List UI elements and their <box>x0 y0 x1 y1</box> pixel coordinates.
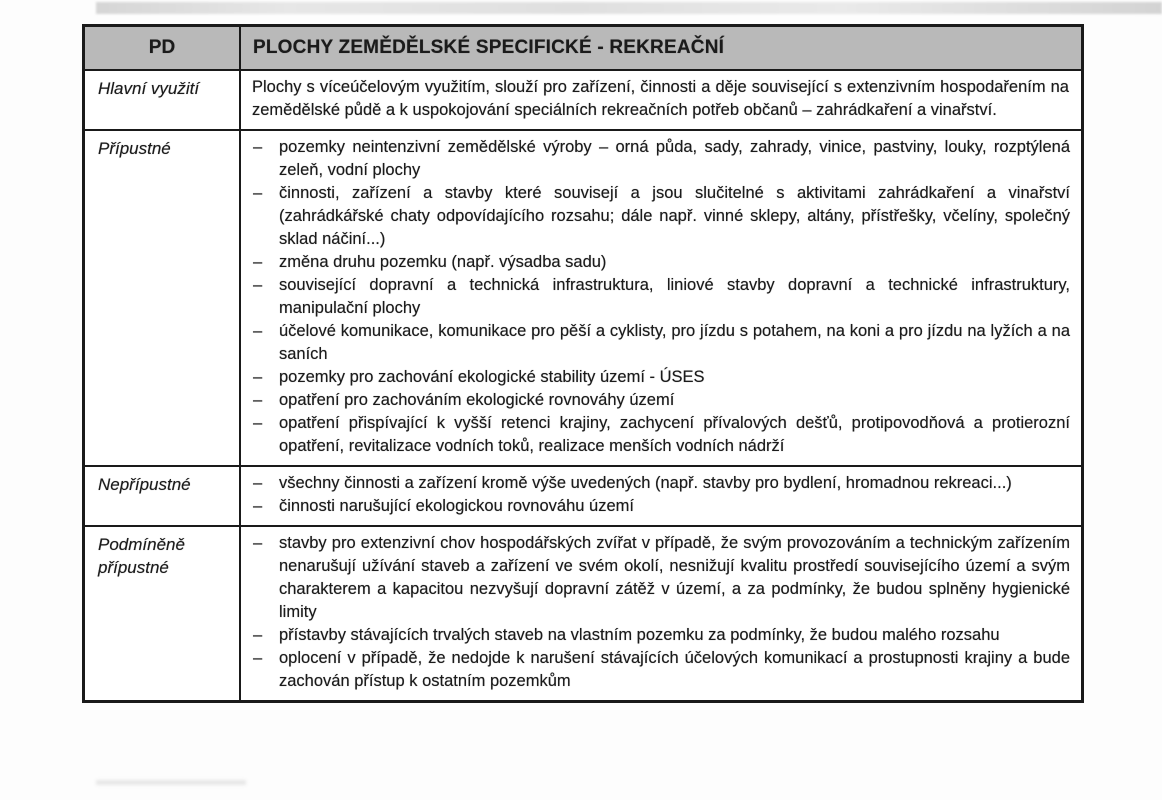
list-item-text: stavby pro extenzivní chov hospodářských zvířat v případě, že svým provozováním a technickým zařízením nenarušují užívání staveb a zařízení ve svém okolí, nesnižují kvalitu prostředí souvisejícího území a svým charakterem a kapacitou nezvyšují dopravní zátěž v území, a za podmínky, že budou splněny hygienické limity <box>279 534 1070 621</box>
dash-bullet: – <box>253 253 263 271</box>
plot-code: PD <box>85 27 241 69</box>
list-item-text: oplocení v případě, že nedojde k narušení stávajících účelových komunikací a prostupnosti krajiny a bude zachován přístup k ostatním pozemkům <box>279 649 1070 690</box>
dash-bullet: – <box>253 497 263 515</box>
list-item <box>241 389 1081 412</box>
list-item <box>241 472 1081 495</box>
list-item <box>241 136 1081 182</box>
list-item-text: činnosti narušující ekologickou rovnováhu území <box>279 497 634 515</box>
zoning-table <box>82 24 1084 703</box>
table-row-hlavni-vyuziti <box>85 69 1081 129</box>
list-item-text: opatření pro zachováním ekologické rovnováhy území <box>279 391 675 409</box>
row-label: Podmíněně přípustné <box>85 527 241 700</box>
table-row-nepripustne <box>85 465 1081 525</box>
list-item <box>241 624 1081 647</box>
table-header-row <box>85 27 1081 69</box>
list-item-text: související dopravní a technická infrastruktura, liniové stavby dopravní a technické infrastruktury, manipulační plochy <box>279 276 1070 317</box>
dash-bullet: – <box>253 138 263 156</box>
dash-bullet: – <box>253 474 263 492</box>
list-item-text: všechny činnosti a zařízení kromě výše uvedených (např. stavby pro bydlení, hromadnou rekreaci...) <box>279 474 1012 492</box>
row-label: Nepřípustné <box>85 467 241 525</box>
dash-bullet: – <box>253 276 263 294</box>
dash-bullet: – <box>253 368 263 386</box>
list-item <box>241 320 1081 366</box>
dash-bullet: – <box>253 322 263 340</box>
row-content <box>241 131 1081 465</box>
list-item-text: činnosti, zařízení a stavby které souvisejí a jsou slučitelné s aktivitami zahrádkaření a vinařství (zahrádkářské chaty odpovídajícího rozsahu; dále např. vinné sklepy, altány, přístřešky, včelíny, společný sklad náčiní...) <box>279 184 1070 248</box>
paragraph-text: Plochy s víceúčelovým využitím, slouží pro zařízení, činnosti a děje související s extenzivním hospodařením na zemědělské půdě a k uspokojování speciálních rekreačních potřeb občanů – zahrádkaření a vinařství. <box>252 78 1069 119</box>
table-title: PLOCHY ZEMĚDĚLSKÉ SPECIFICKÉ - REKREAČNÍ <box>253 37 725 58</box>
list-item <box>241 495 1081 518</box>
list-item <box>241 412 1081 458</box>
list-item-text: účelové komunikace, komunikace pro pěší a cyklisty, pro jízdu s potahem, na koni a pro jízdu na lyžích a na saních <box>279 322 1070 363</box>
list-item <box>241 274 1081 320</box>
dash-bullet: – <box>253 414 263 432</box>
row-content <box>241 71 1081 129</box>
list-item-text: opatření přispívající k vyšší retenci krajiny, zachycení přívalových dešťů, protipovodňová a protierozní opatření, revitalizace vodních toků, realizace menších vodních nádrží <box>279 414 1070 455</box>
row-label: Hlavní využití <box>85 71 241 129</box>
row-label: Přípustné <box>85 131 241 465</box>
list-item <box>241 532 1081 624</box>
list-item <box>241 251 1081 274</box>
list-item-text: pozemky pro zachování ekologické stability území - ÚSES <box>279 368 705 386</box>
dash-bullet: – <box>253 184 263 202</box>
dash-bullet: – <box>253 391 263 409</box>
scan-artifact-bottom <box>96 780 246 785</box>
list-item-text: přístavby stávajících trvalých staveb na vlastním pozemku za podmínky, že budou malého rozsahu <box>279 626 1000 644</box>
list-item-text: pozemky neintenzivní zemědělské výroby – orná půda, sady, zahrady, vinice, pastviny, louky, rozptýlená zeleň, vodní plochy <box>279 138 1070 179</box>
scan-artifact-top <box>96 2 1162 14</box>
dash-bullet: – <box>253 626 263 644</box>
dash-bullet: – <box>253 649 263 667</box>
table-row-pripustne <box>85 129 1081 465</box>
list-item <box>241 182 1081 251</box>
list-item-text: změna druhu pozemku (např. výsadba sadu) <box>279 253 607 271</box>
row-content <box>241 527 1081 700</box>
list-item <box>241 647 1081 693</box>
list-item <box>241 366 1081 389</box>
dash-bullet: – <box>253 534 263 552</box>
row-content <box>241 467 1081 525</box>
table-row-podminene-pripustne <box>85 525 1081 700</box>
